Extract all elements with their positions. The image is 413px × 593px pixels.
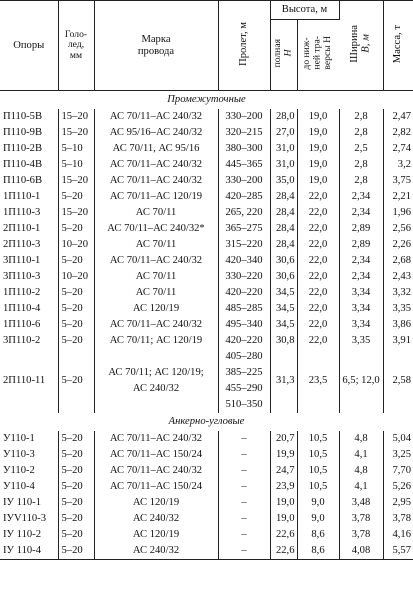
cell-ice: 5–20 — [58, 431, 94, 447]
table-row — [0, 237, 413, 253]
cell-wire: АС 70/11–АС 240/32 — [94, 253, 218, 269]
cell-mass: 3,2 — [397, 159, 412, 171]
cell-support: 3П110-2 — [0, 333, 58, 349]
table-body — [0, 91, 413, 560]
cell-ice: 15–20 — [58, 173, 94, 189]
cell-ice: 5–20 — [58, 463, 94, 479]
cell-mass: 3,91 — [392, 335, 412, 347]
cell-support: П110-4В — [0, 157, 58, 173]
cell-wire: АС 70/11–АС 240/32 — [94, 463, 218, 479]
header-span-text: Пролет, м — [238, 21, 250, 66]
cell-height-full: 23,9 — [270, 479, 297, 495]
cell-ice: 15–20 — [58, 205, 94, 221]
cell-ice: 5–10 — [58, 141, 94, 157]
cell-height-full: 31,0 — [270, 157, 297, 173]
cell-height-lower: 8,6 — [297, 543, 339, 560]
span-line: 385–225 — [225, 367, 263, 378]
cell-support: 1П110-3 — [0, 205, 58, 221]
cell-span: – — [218, 511, 270, 527]
cell-wire: АС 70/11 — [94, 285, 218, 301]
header-wire — [94, 1, 218, 91]
table-row-multi — [0, 349, 413, 413]
table-row — [0, 447, 413, 463]
cell-height-lower: 22,0 — [297, 269, 339, 285]
header-ice — [58, 1, 94, 91]
cell-span: 265, 220 — [218, 205, 270, 221]
cell-wire: АС 70/11–АС 150/24 — [94, 447, 218, 463]
cell-width: 2,34 — [339, 205, 383, 221]
cell-span: – — [218, 431, 270, 447]
cell-support: У110-1 — [0, 431, 58, 447]
cell-ice: 5–20 — [58, 301, 94, 317]
cell-ice: 5–10 — [58, 157, 94, 173]
cell-width: 2,5 — [339, 141, 383, 157]
cell-wire: АС 70/11–АС 240/32 — [94, 157, 218, 173]
cell-span: 420–220 — [218, 333, 270, 349]
cell-height-full: 19,0 — [270, 495, 297, 511]
cell-mass: 2,82 — [392, 127, 412, 139]
cell-mass: 2,74 — [392, 143, 412, 155]
cell-support: 3П110-1 — [0, 253, 58, 269]
wire-line: АС 70/11; АС 120/19; — [108, 367, 204, 378]
cell-height-full: 30,6 — [270, 253, 297, 269]
cell-height-lower: 9,0 — [297, 511, 339, 527]
cell-height-lower: 22,0 — [297, 221, 339, 237]
header-ice-line1: Голо- — [64, 28, 88, 40]
cell-height-lower: 22,0 — [297, 237, 339, 253]
table-row — [0, 253, 413, 269]
header-height-full-text — [273, 39, 294, 67]
cell-mass: 3,35 — [392, 303, 412, 315]
cell-support: 2П110-3 — [0, 237, 58, 253]
cell-span: 330–220 — [218, 269, 270, 285]
cell-width: 2,34 — [339, 189, 383, 205]
cell-width: 4,8 — [339, 431, 383, 447]
header-span — [218, 1, 270, 91]
cell-height-lower: 19,0 — [297, 173, 339, 189]
cell-support: У110-3 — [0, 447, 58, 463]
cell-wire: АС 70/11–АС 240/32 — [94, 431, 218, 447]
header-wire-line1: Марка — [141, 33, 171, 45]
cell-mass: 3,75 — [392, 175, 412, 187]
cell-height-full: 22,6 — [270, 527, 297, 543]
cell-mass: 5,57 — [383, 543, 413, 560]
cell-ice: 5–20 — [58, 495, 94, 511]
cell-mass: 2,47 — [392, 111, 412, 123]
cell-width: 3,34 — [339, 301, 383, 317]
cell-ice: 5–20 — [58, 527, 94, 543]
cell-wire: АС 120/19 — [94, 527, 218, 543]
cell-support: П110-6В — [0, 173, 58, 189]
header-height-full-line2: H — [282, 49, 294, 57]
cell-width: 4,1 — [339, 479, 383, 495]
cell-width: 2,34 — [339, 269, 383, 285]
cell-wire: АС 70/11–АС 240/32 — [94, 173, 218, 189]
table-row — [0, 463, 413, 479]
cell-support: 2П110-11 — [0, 349, 58, 413]
table-row — [0, 189, 413, 205]
cell-mass: 5,04 — [392, 433, 412, 445]
cell-height-lower: 10,5 — [297, 479, 339, 495]
cell-width: 4,8 — [339, 463, 383, 479]
cell-support: У110-2 — [0, 463, 58, 479]
cell-mass: 2,21 — [392, 191, 412, 203]
cell-wire: АС 70/11 — [94, 269, 218, 285]
cell-wire: АС 120/19 — [94, 495, 218, 511]
cell-height-full: 30,6 — [270, 269, 297, 285]
cell-wire: АС 240/32 — [94, 543, 218, 560]
section-row-anchor — [0, 413, 413, 431]
cell-ice: 5–20 — [58, 317, 94, 333]
cell-height-full: 28,0 — [270, 109, 297, 125]
cell-support: П110-9В — [0, 125, 58, 141]
cell-support: IУ 110-1 — [0, 495, 58, 511]
cell-height-full: 34,5 — [270, 285, 297, 301]
table-row — [0, 479, 413, 495]
cell-width: 2,8 — [339, 157, 383, 173]
cell-width: 2,89 — [339, 237, 383, 253]
cell-support: П110-5В — [0, 109, 58, 125]
table-row — [0, 495, 413, 511]
cell-height-full: 31,0 — [270, 141, 297, 157]
cell-width: 4,08 — [339, 543, 383, 560]
cell-support: IУV110-3 — [0, 511, 58, 527]
cell-span: – — [218, 527, 270, 543]
cell-height-full: 35,0 — [270, 173, 297, 189]
cell-support: IУ 110-4 — [0, 543, 58, 560]
cell-support: П110-2В — [0, 141, 58, 157]
cell-wire: АС 70/11; АС 120/19 — [94, 333, 218, 349]
cell-width: 3,78 — [339, 527, 383, 543]
span-line: 510–350 — [225, 399, 263, 410]
cell-span: 330–200 — [218, 109, 270, 125]
cell-height-full: 20,7 — [270, 431, 297, 447]
cell-wire — [94, 349, 218, 413]
cell-width: 3,34 — [339, 285, 383, 301]
table-row — [0, 527, 413, 543]
span-line: 455–290 — [225, 383, 263, 394]
cell-height-full: 34,5 — [270, 317, 297, 333]
cell-wire: АС 70/11–АС 240/32* — [94, 221, 218, 237]
cell-mass: 1,96 — [392, 207, 412, 219]
cell-height-full: 31,3 — [270, 349, 297, 413]
table-row — [0, 173, 413, 189]
cell-width: 2,8 — [339, 173, 383, 189]
cell-height-lower: 22,0 — [297, 301, 339, 317]
cell-mass: 3,86 — [392, 319, 412, 331]
table-row — [0, 333, 413, 349]
table-row — [0, 125, 413, 141]
cell-width: 3,35 — [339, 333, 383, 349]
cell-support: 1П110-6 — [0, 317, 58, 333]
table-row — [0, 543, 413, 560]
cell-width: 6,5; 12,0 — [339, 349, 383, 413]
cell-height-lower: 22,0 — [297, 189, 339, 205]
cell-mass: 2,43 — [392, 271, 412, 283]
cell-mass: 3,25 — [392, 449, 412, 461]
cell-height-full: 28,4 — [270, 221, 297, 237]
cell-ice: 5–20 — [58, 479, 94, 495]
cell-wire: АС 240/32 — [94, 511, 218, 527]
table-row — [0, 141, 413, 157]
cell-width: 3,78 — [339, 511, 383, 527]
cell-ice: 5–20 — [58, 349, 94, 413]
cell-height-full: 28,4 — [270, 205, 297, 221]
header-height-lower-line2: ней тра- — [311, 36, 323, 70]
cell-height-lower: 10,5 — [297, 463, 339, 479]
table-row — [0, 109, 413, 125]
cell-height-lower: 22,0 — [297, 205, 339, 221]
cell-height-lower: 22,0 — [297, 285, 339, 301]
cell-height-lower: 9,0 — [297, 495, 339, 511]
cell-span: 365–275 — [218, 221, 270, 237]
cell-height-full: 22,6 — [270, 543, 297, 560]
cell-mass: 4,16 — [392, 529, 412, 541]
cell-span: 315–220 — [218, 237, 270, 253]
header-ice-line3: мм — [69, 49, 83, 61]
header-ice-line2: лед, — [67, 39, 85, 51]
header-supports: Опоры — [0, 1, 58, 91]
header-height-full-line1: полная — [271, 39, 283, 68]
cell-ice: 10–20 — [58, 237, 94, 253]
cell-height-lower: 19,0 — [297, 109, 339, 125]
cell-wire: АС 70/11, АС 95/16 — [94, 141, 218, 157]
cell-support: IУ 110-2 — [0, 527, 58, 543]
cell-height-lower: 10,5 — [297, 447, 339, 463]
cell-ice: 15–20 — [58, 109, 94, 125]
cell-ice: 5–20 — [58, 447, 94, 463]
cell-span: 320–215 — [218, 125, 270, 141]
span-line: 405–280 — [225, 351, 263, 362]
cell-height-full: 28,4 — [270, 189, 297, 205]
cell-wire: АС 70/11–АС 150/24 — [94, 479, 218, 495]
section-title-intermediate: Промежуточные — [167, 94, 246, 106]
cell-wire: АС 70/11–АС 120/19 — [94, 189, 218, 205]
cell-height-lower: 22,0 — [297, 253, 339, 269]
header-height: Высота, м — [270, 1, 339, 20]
cell-width: 4,1 — [339, 447, 383, 463]
cell-height-full: 28,4 — [270, 237, 297, 253]
cell-mass: 3,32 — [392, 287, 412, 299]
table-row — [0, 301, 413, 317]
cell-span: – — [218, 447, 270, 463]
cell-support: 1П110-4 — [0, 301, 58, 317]
cell-width: 3,34 — [339, 317, 383, 333]
header-height-lower-line3: версы H — [322, 36, 334, 70]
section-title-anchor: Анкерно-угловые — [168, 416, 245, 428]
cell-support: 3П110-3 — [0, 269, 58, 285]
cell-height-lower: 19,0 — [297, 157, 339, 173]
cell-wire: АС 70/11–АС 240/32 — [94, 317, 218, 333]
cell-height-full: 24,7 — [270, 463, 297, 479]
cell-ice: 5–20 — [58, 543, 94, 560]
table-row — [0, 285, 413, 301]
header-width-line1: Ширина — [349, 24, 361, 63]
cell-wire: АС 70/11 — [94, 205, 218, 221]
cell-span: 420–220 — [218, 285, 270, 301]
cell-span: 485–285 — [218, 301, 270, 317]
cell-height-full: 30,8 — [270, 333, 297, 349]
header-mass-text: Масса, т — [392, 24, 404, 63]
cell-ice: 10–20 — [58, 269, 94, 285]
cell-height-full: 27,0 — [270, 125, 297, 141]
cell-ice: 5–20 — [58, 189, 94, 205]
cell-mass: 2,26 — [392, 239, 412, 251]
cell-support: У110-4 — [0, 479, 58, 495]
header-height-lower-line1: до ниж- — [301, 37, 313, 70]
cell-width: 2,34 — [339, 253, 383, 269]
table-row — [0, 269, 413, 285]
cell-mass: 2,68 — [392, 255, 412, 267]
cell-height-lower: 23,5 — [297, 349, 339, 413]
table-row — [0, 511, 413, 527]
cell-span: 330–200 — [218, 173, 270, 189]
cell-support: 1П110-1 — [0, 189, 58, 205]
cell-mass: 2,95 — [392, 497, 412, 509]
cell-height-lower: 22,0 — [297, 333, 339, 349]
cell-height-full: 19,0 — [270, 511, 297, 527]
cell-span: – — [218, 479, 270, 495]
cell-ice: 5–20 — [58, 285, 94, 301]
cell-height-full: 19,9 — [270, 447, 297, 463]
table-row — [0, 317, 413, 333]
table-row — [0, 431, 413, 447]
cell-height-lower: 22,0 — [297, 317, 339, 333]
cell-width: 3,48 — [339, 495, 383, 511]
section-row-intermediate — [0, 91, 413, 110]
cell-mass: 2,58 — [392, 375, 412, 387]
cell-height-lower: 8,6 — [297, 527, 339, 543]
table-row — [0, 221, 413, 237]
cell-mass: 2,56 — [392, 223, 412, 235]
table-row — [0, 157, 413, 173]
wire-line: АС 240/32 — [132, 383, 180, 394]
cell-span: – — [218, 463, 270, 479]
cell-support: 2П110-1 — [0, 221, 58, 237]
cell-wire: АС 70/11 — [94, 237, 218, 253]
cell-span: 495–340 — [218, 317, 270, 333]
cell-span: 380–300 — [218, 141, 270, 157]
cell-wire: АС 95/16–АС 240/32 — [94, 125, 218, 141]
cell-height-full: 34,5 — [270, 301, 297, 317]
cell-width: 2,8 — [339, 109, 383, 125]
cell-span: 420–340 — [218, 253, 270, 269]
cell-span: – — [218, 495, 270, 511]
cell-ice: 5–20 — [58, 253, 94, 269]
header-width — [339, 1, 383, 91]
header-height-full — [270, 20, 297, 91]
header-width-line2: B, м — [361, 34, 373, 53]
cell-ice: 5–20 — [58, 333, 94, 349]
cell-width: 2,89 — [339, 221, 383, 237]
header-wire-line2: провода — [137, 45, 175, 57]
cell-height-lower: 19,0 — [297, 141, 339, 157]
header-width-text — [349, 25, 372, 63]
cell-mass: 3,78 — [392, 513, 412, 525]
cell-height-lower: 19,0 — [297, 125, 339, 141]
header-height-lower-text — [302, 36, 334, 70]
cell-span: 445–365 — [218, 157, 270, 173]
cell-mass: 7,70 — [392, 465, 412, 477]
cell-height-lower: 10,5 — [297, 431, 339, 447]
cell-width: 2,8 — [339, 125, 383, 141]
cell-span — [218, 349, 270, 413]
table-row — [0, 205, 413, 221]
cell-span: 420–285 — [218, 189, 270, 205]
cell-ice: 5–20 — [58, 221, 94, 237]
cell-span: – — [218, 543, 270, 560]
cell-mass: 5,26 — [392, 481, 412, 493]
table-header — [0, 1, 413, 91]
cell-wire: АС 70/11–АС 240/32 — [94, 109, 218, 125]
cell-wire: АС 120/19 — [94, 301, 218, 317]
header-height-lower — [297, 20, 339, 91]
header-mass — [383, 1, 413, 91]
cell-support: 1П110-2 — [0, 285, 58, 301]
cell-ice: 15–20 — [58, 125, 94, 141]
cell-ice: 5–20 — [58, 511, 94, 527]
